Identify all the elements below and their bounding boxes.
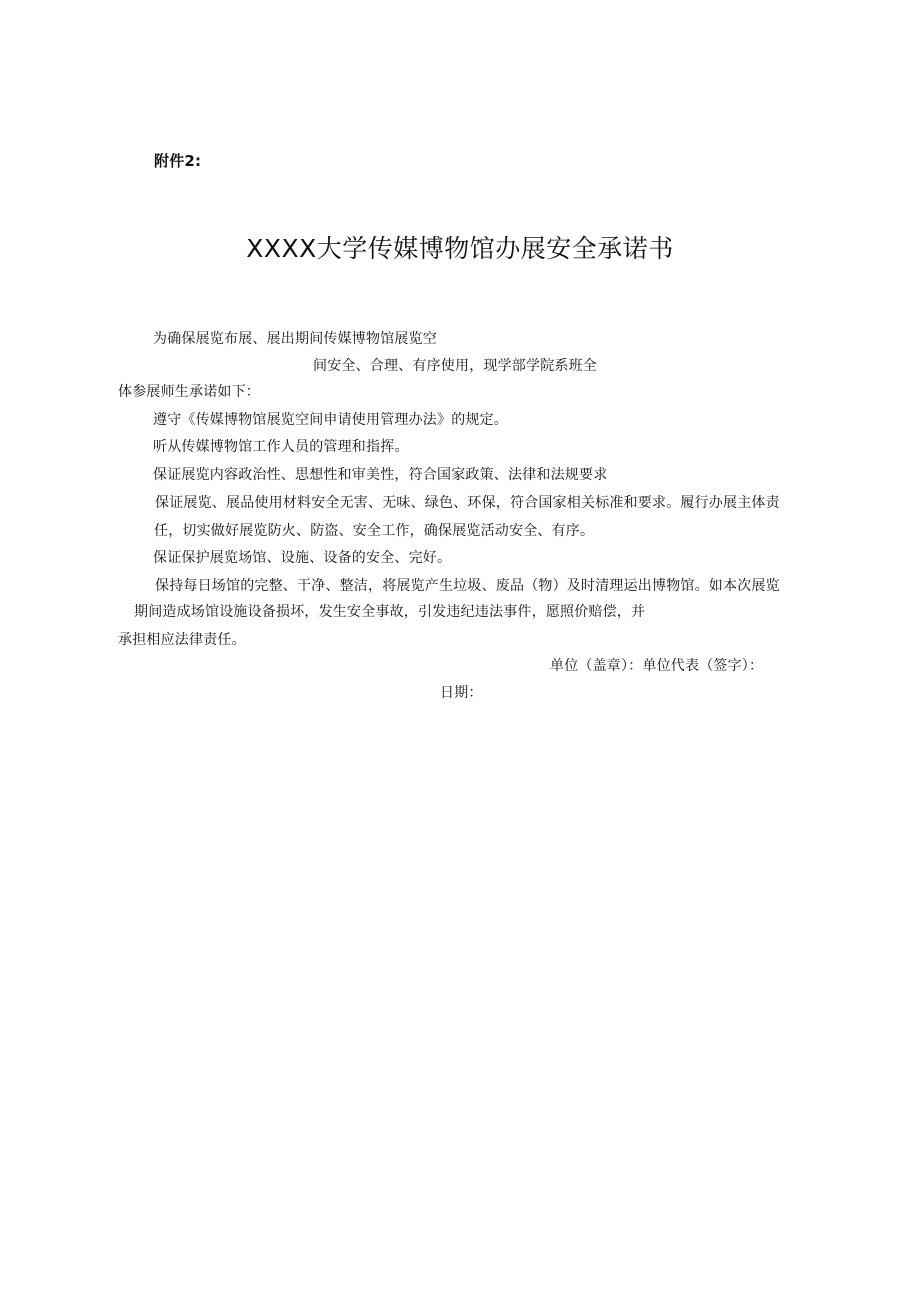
commitment-item-6-line-1: 保持每日场馆的完整、干净、整洁，将展览产生垃圾、废品（物）及时清理运出博物馆。如本次展览 xyxy=(155,578,780,594)
commitment-item-4-line-1: 保证展览、展品使用材料安全无害、无味、绿色、环保，符合国家相关标准和要求。履行办展主体责 xyxy=(155,495,780,511)
commitment-item-6-line-2: 期间造成场馆设施设备损坏，发生安全事故，引发违纪违法事件，愿照价赔偿，并 xyxy=(134,604,646,620)
attachment-label: 附件2: xyxy=(154,152,202,170)
intro-line-3: 体参展师生承诺如下： xyxy=(118,384,260,400)
signature-date-label: 日期： xyxy=(440,685,483,701)
intro-line-2: 间安全、合理、有序使用，现学部学院系班全 xyxy=(313,358,597,374)
commitment-item-2: 听从传媒博物馆工作人员的管理和指挥。 xyxy=(153,439,409,455)
intro-line-1: 为确保展览布展、展出期间传媒博物馆展览空 xyxy=(153,331,437,347)
commitment-item-1: 遵守《传媒博物馆展览空间申请使用管理办法》的规定。 xyxy=(153,412,508,428)
signature-unit-line: 单位（盖章）：单位代表（签字）： xyxy=(550,658,764,674)
commitment-item-6-line-3: 承担相应法律责任。 xyxy=(118,632,246,648)
commitment-item-5: 保证保护展览场馆、设施、设备的安全、完好。 xyxy=(153,550,452,566)
commitment-item-3: 保证展览内容政治性、思想性和审美性，符合国家政策、法律和法规要求 xyxy=(153,467,608,483)
commitment-item-4-line-2: 任，切实做好展览防火、防盗、安全工作，确保展览活动安全、有序。 xyxy=(154,523,595,539)
document-title: XXXX大学传媒博物馆办展安全承诺书 xyxy=(246,234,674,263)
